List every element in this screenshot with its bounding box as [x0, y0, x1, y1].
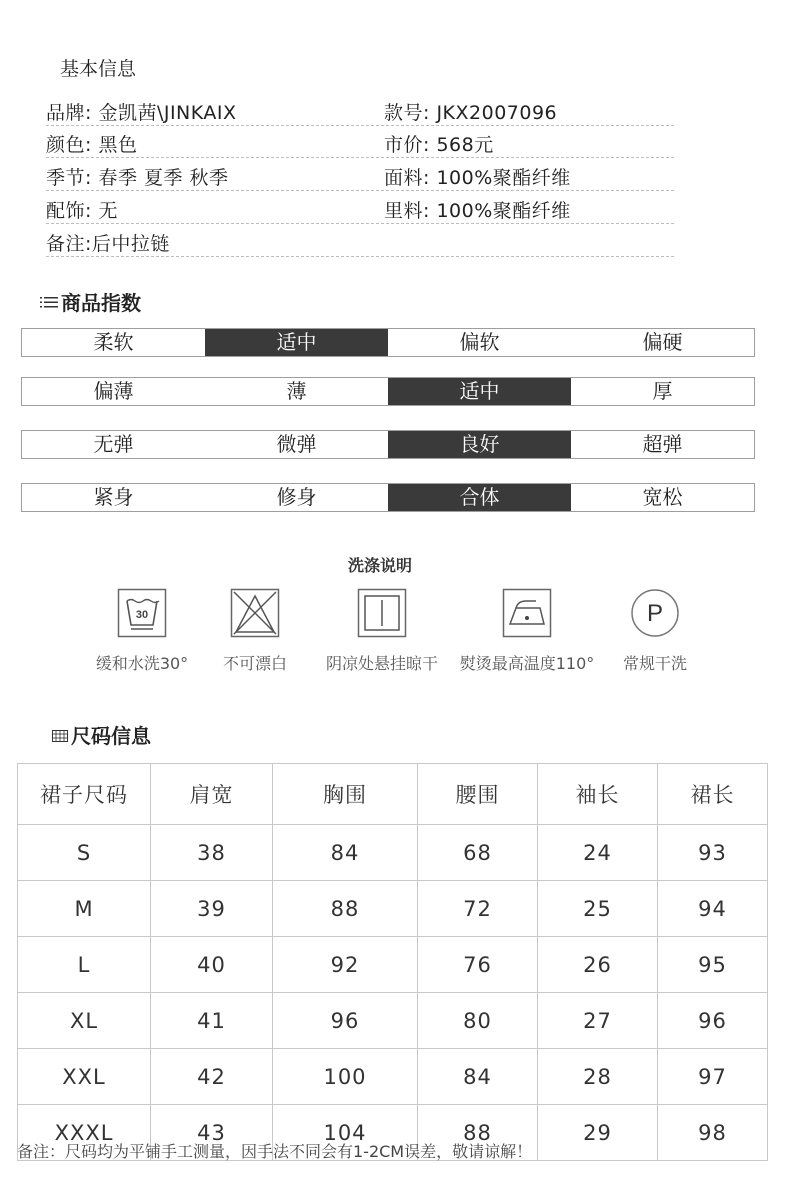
- table-cell: 26: [538, 937, 658, 993]
- table-cell: XXL: [18, 1049, 151, 1105]
- info-row-remark: [46, 225, 676, 257]
- table-row: [18, 937, 768, 993]
- wash-label: 缓和水洗30°: [95, 654, 189, 673]
- grid-icon: [52, 723, 68, 747]
- wash-label: 熨烫最高温度110°: [459, 654, 595, 673]
- index-cell: 偏软: [459, 330, 500, 354]
- no-bleach-icon: [230, 588, 280, 638]
- table-cell: 43: [151, 1105, 273, 1161]
- index-cell: 薄: [286, 379, 307, 403]
- table-cell: 80: [418, 993, 538, 1049]
- table-cell: 92: [273, 937, 418, 993]
- table-cell: 40: [151, 937, 273, 993]
- table-cell: 93: [658, 825, 768, 881]
- table-cell: 25: [538, 881, 658, 937]
- index-cell: 修身: [276, 485, 317, 509]
- iron-110-icon: [502, 588, 552, 638]
- info-row-accessory: [46, 192, 676, 224]
- info-row-season: [46, 159, 676, 191]
- size-info-header: [52, 720, 151, 749]
- index-cell: 偏薄: [93, 379, 134, 403]
- size-note: 备注：尺码均为平铺手工测量，因手法不同会有1-2CM误差，敬请谅解！: [17, 1142, 533, 1161]
- table-cell: 39: [151, 881, 273, 937]
- index-cell-selected: 良好: [388, 431, 571, 458]
- table-cell: 42: [151, 1049, 273, 1105]
- size-table: [17, 763, 768, 1161]
- index-cell: 偏硬: [642, 330, 683, 354]
- size-info-title: 尺码信息: [71, 724, 151, 748]
- washing-title: 洗涤说明: [347, 556, 412, 575]
- table-cell: 29: [538, 1105, 658, 1161]
- index-cell: 宽松: [642, 485, 683, 509]
- dry-clean-letter: P: [646, 600, 664, 627]
- table-cell: 24: [538, 825, 658, 881]
- table-header: 裙长: [658, 764, 768, 825]
- table-cell: XL: [18, 993, 151, 1049]
- basic-info-title: 基本信息: [60, 58, 137, 80]
- table-cell: S: [18, 825, 151, 881]
- info-brand: 品牌: 金凯茜\JINKAIX: [46, 102, 237, 124]
- table-cell: M: [18, 881, 151, 937]
- product-index-title: 商品指数: [61, 291, 141, 315]
- wash-label: 常规干洗: [622, 654, 687, 673]
- index-cell: 超弹: [642, 432, 683, 456]
- table-cell: 98: [658, 1105, 768, 1161]
- wash-temp-label: 30: [135, 609, 149, 621]
- dashed-divider: [46, 190, 674, 191]
- table-cell: 28: [538, 1049, 658, 1105]
- dry-clean-p-icon: [630, 588, 680, 638]
- table-cell: 96: [658, 993, 768, 1049]
- table-cell: 76: [418, 937, 538, 993]
- wash-label: 不可漂白: [222, 654, 287, 673]
- index-cell: 微弹: [276, 432, 317, 456]
- table-cell: L: [18, 937, 151, 993]
- table-header: 腰围: [418, 764, 538, 825]
- dashed-divider: [46, 256, 674, 257]
- table-header: 肩宽: [151, 764, 273, 825]
- table-cell: 38: [151, 825, 273, 881]
- info-fabric: 面料: 100%聚酯纤维: [384, 167, 571, 189]
- table-cell: 68: [418, 825, 538, 881]
- table-row: [18, 993, 768, 1049]
- info-color: 颜色: 黑色: [46, 134, 138, 156]
- table-cell: 100: [273, 1049, 418, 1105]
- info-row-color: [46, 126, 676, 158]
- dashed-divider: [46, 157, 674, 158]
- index-cell: 无弹: [93, 432, 134, 456]
- table-cell: XXXL: [18, 1105, 151, 1161]
- wash-item-30: [92, 588, 192, 674]
- table-row: [18, 825, 768, 881]
- info-price: 市价: 568元: [384, 134, 494, 156]
- index-row-fit: [21, 483, 755, 512]
- table-cell: 72: [418, 881, 538, 937]
- list-icon: [40, 290, 58, 314]
- info-accessory: 配饰: 无: [46, 200, 118, 222]
- hang-dry-shade-icon: [357, 588, 407, 638]
- table-cell: 94: [658, 881, 768, 937]
- table-header: 胸围: [273, 764, 418, 825]
- info-remark: 备注:后中拉链: [46, 233, 170, 255]
- table-header-row: [18, 764, 768, 825]
- info-row-brand: [46, 94, 676, 126]
- table-cell: 96: [273, 993, 418, 1049]
- index-cell: 柔软: [93, 330, 134, 354]
- index-row-softness: [21, 328, 755, 357]
- info-season: 季节: 春季 夏季 秋季: [46, 167, 229, 189]
- index-row-elasticity: [21, 430, 755, 459]
- table-cell: 84: [418, 1049, 538, 1105]
- info-style-number: 款号: JKX2007096: [384, 102, 558, 124]
- table-row: [18, 1049, 768, 1105]
- table-row: [18, 881, 768, 937]
- wash-item-iron: [459, 588, 595, 674]
- wash-item-dry-clean: [610, 588, 700, 674]
- table-cell: 84: [273, 825, 418, 881]
- table-header: 裙子尺码: [18, 764, 151, 825]
- index-row-thickness: [21, 377, 755, 406]
- table-cell: 97: [658, 1049, 768, 1105]
- table-cell: 27: [538, 993, 658, 1049]
- table-cell: 88: [273, 881, 418, 937]
- wash-30-icon: [117, 588, 167, 638]
- table-cell: 88: [418, 1105, 538, 1161]
- index-cell-selected: 适中: [205, 329, 388, 356]
- table-cell: 41: [151, 993, 273, 1049]
- info-lining: 里料: 100%聚酯纤维: [384, 200, 571, 222]
- index-cell: 紧身: [93, 485, 134, 509]
- wash-item-no-bleach: [205, 588, 305, 674]
- dashed-divider: [46, 223, 674, 224]
- table-cell: 104: [273, 1105, 418, 1161]
- product-index-header: [40, 287, 141, 316]
- wash-label: 阴凉处悬挂晾干: [325, 654, 438, 673]
- index-cell-selected: 合体: [388, 484, 571, 511]
- wash-item-hang-dry: [317, 588, 447, 674]
- table-header: 袖长: [538, 764, 658, 825]
- table-cell: 95: [658, 937, 768, 993]
- index-cell-selected: 适中: [388, 378, 571, 405]
- index-cell: 厚: [652, 379, 673, 403]
